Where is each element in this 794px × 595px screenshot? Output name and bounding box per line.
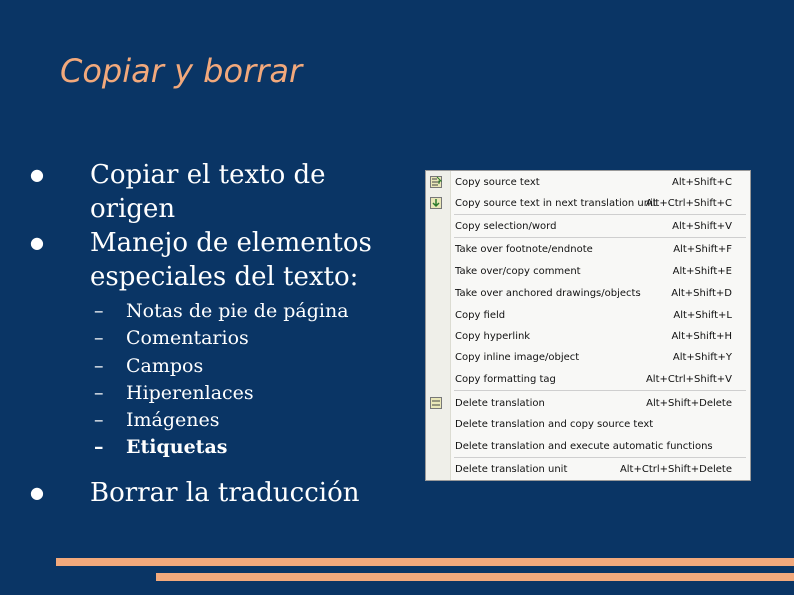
menu-item-take-over-drawings[interactable] bbox=[426, 284, 750, 304]
sub-bullet-text: Notas de pie de página bbox=[126, 300, 349, 322]
slide-title: Copiar y borrar bbox=[60, 52, 303, 90]
menu-item-delete-translation-unit[interactable] bbox=[426, 460, 750, 480]
sub-bullet-text: Imágenes bbox=[126, 409, 220, 432]
menu-item-label: Copy source text bbox=[455, 177, 540, 188]
menu-item-shortcut: Alt+Shift+Y bbox=[672, 352, 732, 363]
menu-item-copy-source-next-unit[interactable] bbox=[426, 194, 750, 214]
menu-item-label: Copy selection/word bbox=[455, 221, 557, 232]
bullet-copy-source bbox=[30, 158, 410, 226]
bullet-dot: ● bbox=[30, 233, 44, 252]
menu-item-shortcut: Alt+Shift+H bbox=[671, 331, 732, 342]
menu-item-label: Copy source text in next translation unit bbox=[455, 198, 657, 209]
menu-item-copy-source-text[interactable] bbox=[426, 173, 750, 193]
sub-bullet-tags bbox=[30, 434, 410, 461]
sub-bullet-dash: – bbox=[94, 381, 104, 404]
bullet-text: Copiar el texto de origen bbox=[90, 160, 326, 224]
menu-item-shortcut: Alt+Shift+D bbox=[671, 288, 732, 299]
menu-item-shortcut: Alt+Shift+V bbox=[672, 221, 732, 232]
decorative-bar-bottom bbox=[156, 573, 794, 581]
menu-item-shortcut: Alt+Ctrl+Shift+C bbox=[645, 198, 732, 209]
sub-bullet-dash: – bbox=[94, 409, 104, 432]
menu-item-delete-and-execute[interactable] bbox=[426, 437, 750, 457]
menu-item-label: Delete translation and copy source text bbox=[455, 419, 654, 430]
menu-item-copy-selection[interactable] bbox=[426, 217, 750, 237]
menu-item-label: Take over/copy comment bbox=[455, 266, 581, 277]
sub-bullet-hyperlinks bbox=[30, 380, 410, 407]
sub-bullet-text: Etiquetas bbox=[126, 436, 228, 459]
menu-item-copy-hyperlink[interactable] bbox=[426, 327, 750, 347]
sub-bullet-dash: – bbox=[94, 354, 104, 377]
menu-item-label: Copy field bbox=[455, 310, 506, 321]
bullet-text: Borrar la traducción bbox=[90, 477, 360, 508]
context-menu bbox=[425, 170, 751, 481]
menu-item-shortcut: Alt+Ctrl+Shift+Delete bbox=[619, 464, 732, 475]
sub-bullet-dash: – bbox=[94, 327, 104, 350]
sub-bullet-list bbox=[30, 298, 410, 462]
menu-item-label: Delete translation bbox=[455, 398, 545, 409]
sub-bullet-comments bbox=[30, 325, 410, 352]
menu-item-take-over-footnote[interactable] bbox=[426, 240, 750, 260]
menu-item-label: Copy hyperlink bbox=[455, 331, 531, 342]
menu-item-shortcut: Alt+Shift+Delete bbox=[646, 398, 732, 409]
delete-translation-icon bbox=[430, 397, 442, 409]
menu-item-label: Take over anchored drawings/objects bbox=[455, 288, 641, 299]
sub-bullet-text: Campos bbox=[126, 354, 204, 377]
menu-item-delete-and-copy-source[interactable] bbox=[426, 415, 750, 435]
menu-separator bbox=[454, 237, 746, 238]
menu-separator bbox=[454, 214, 746, 215]
copy-source-icon bbox=[430, 176, 442, 188]
sub-bullet-fields bbox=[30, 353, 410, 380]
decorative-bar-top bbox=[56, 558, 794, 566]
bullet-dot: ● bbox=[30, 482, 44, 502]
sub-bullet-images bbox=[30, 407, 410, 434]
menu-item-label: Copy inline image/object bbox=[455, 352, 580, 363]
menu-item-shortcut: Alt+Ctrl+Shift+V bbox=[645, 374, 732, 385]
menu-separator bbox=[454, 390, 746, 391]
menu-item-shortcut: Alt+Shift+F bbox=[673, 244, 732, 255]
menu-item-label: Take over footnote/endnote bbox=[455, 244, 593, 255]
menu-item-delete-translation[interactable] bbox=[426, 394, 750, 414]
sub-bullet-text: Hiperenlaces bbox=[126, 381, 254, 404]
sub-bullet-dash: – bbox=[94, 436, 104, 459]
bullet-dot: ● bbox=[30, 165, 44, 184]
menu-item-label: Delete translation unit bbox=[455, 464, 568, 475]
bullet-text: Manejo de elementos especiales del texto: bbox=[90, 228, 372, 292]
sub-bullet-dash: – bbox=[94, 300, 104, 322]
menu-item-shortcut: Alt+Shift+E bbox=[672, 266, 732, 277]
sub-bullet-text: Comentarios bbox=[126, 327, 249, 350]
menu-item-copy-inline-image[interactable] bbox=[426, 348, 750, 368]
menu-item-label: Copy formatting tag bbox=[455, 374, 556, 385]
bullet-list bbox=[30, 158, 410, 510]
menu-item-take-over-comment[interactable] bbox=[426, 262, 750, 282]
bullet-special-elements bbox=[30, 226, 410, 294]
menu-item-copy-field[interactable] bbox=[426, 306, 750, 326]
menu-item-shortcut: Alt+Shift+L bbox=[673, 310, 732, 321]
sub-bullet-footnotes bbox=[30, 298, 410, 325]
copy-next-unit-icon bbox=[430, 197, 442, 209]
menu-item-shortcut: Alt+Shift+C bbox=[671, 177, 732, 188]
menu-separator bbox=[454, 457, 746, 458]
bullet-delete-translation bbox=[30, 476, 410, 510]
menu-item-copy-formatting-tag[interactable] bbox=[426, 370, 750, 390]
menu-item-label: Delete translation and execute automatic functions bbox=[455, 441, 713, 452]
